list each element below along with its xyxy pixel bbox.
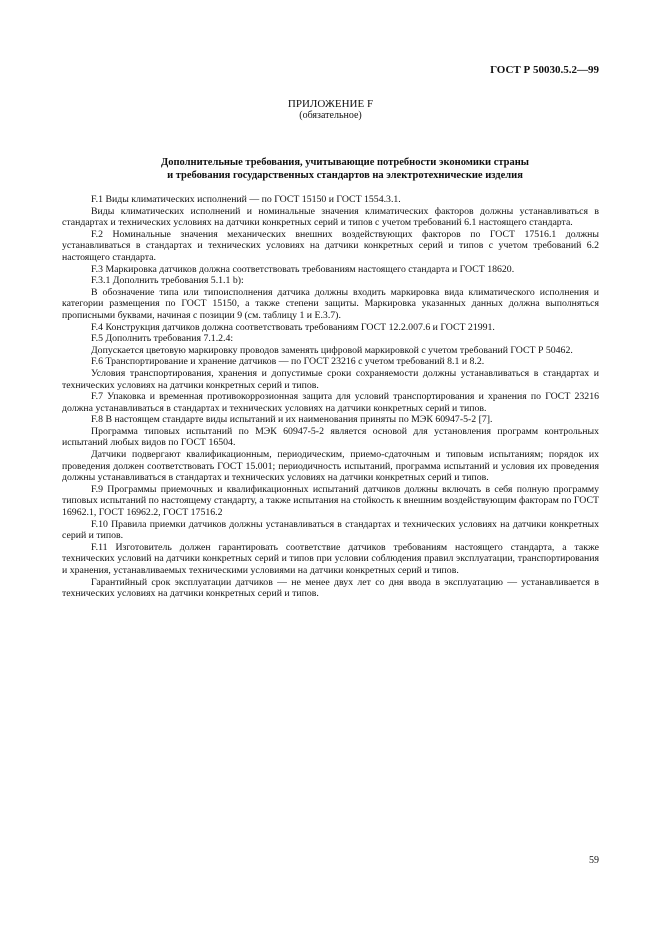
paragraph: Датчики подвергают квалификационным, периодическим, приемо-сдаточным и типовым испытаниям; порядок их проведения должен соответствовать ГОСТ 15.001; периодичность испытаний, программа испытаний и условия их проведения должны устанавливаться в стандартах и технических условиях на датчики конкретных серий и типов. [62, 449, 599, 484]
paragraph: Программа типовых испытаний по МЭК 60947-5-2 является основой для установления программ контрольных испытаний любых видов по ГОСТ 16504. [62, 425, 599, 449]
paragraph: F.4 Конструкция датчиков должна соответствовать требованиям ГОСТ 12.2.007.6 и ГОСТ 21991. [91, 321, 495, 333]
section-title-line-1: Дополнительные требования, учитывающие потребности экономики страны [161, 157, 529, 168]
paragraph: Виды климатических исполнений и номинальные значения климатических факторов должны устанавливаться в стандартах и технических условиях на датчики конкретных серий и типов с учетом требований 6.1 настоящего стандарта. [62, 205, 599, 229]
paragraph: F.2 Номинальные значения механических внешних воздействующих факторов по ГОСТ 17516.1 должны устанавливаться в стандартах и технических условиях на датчики конкретных серий и типов с учетом требований 6.2 настоящего стандарта. [62, 228, 599, 263]
appendix-title: ПРИЛОЖЕНИЕ F [287, 98, 374, 110]
paragraph: F.10 Правила приемки датчиков должны устанавливаться в стандартах и технических условиях на датчики конкретных серий и типов. [62, 518, 599, 542]
document-header: ГОСТ Р 50030.5.2—99 [490, 64, 599, 76]
paragraph: F.3.1 Дополнить требования 5.1.1 b): [91, 275, 244, 287]
section-title [90, 156, 600, 182]
page-number: 59 [589, 855, 599, 866]
paragraph: В обозначение типа или типоисполнения датчика должны входить маркировка вида климатического исполнения и категории размещения по ГОСТ 15150, а также степени защиты. Маркировка указанных данных должна выполняться прописными буквами, начиная с позиции 9 (см. таблицу 1 и Е.3.7). [62, 286, 599, 321]
paragraph: F.7 Упаковка и временная противокоррозионная защита для условий транспортирования и хранения по ГОСТ 23216 должна устанавливаться в стандартах и технических условиях на датчики конкретных серий и типов. [62, 391, 599, 414]
paragraph: F.9 Программы приемочных и квалификационных испытаний датчиков должны включать в себя полную программу типовых испытаний по настоящему стандарту, а также испытания на стойкость к внешним воздействующим факторам по ГОСТ 16962.1, ГОСТ 16962.2, ГОСТ 17516.2 [62, 483, 599, 519]
paragraph: Допускается цветовую маркировку проводов заменять цифровой маркировкой с учетом требований ГОСТ Р 50462. [91, 344, 573, 356]
paragraph: Гарантийный срок эксплуатации датчиков — не менее двух лет со дня ввода в эксплуатацию — устанавливается в технических условиях на датчики конкретных серий и типов. [62, 576, 599, 600]
appendix-subtitle: (обязательное) [299, 110, 362, 121]
appendix-heading [0, 98, 661, 122]
body-text [62, 194, 599, 600]
paragraph: F.6 Транспортирование и хранение датчиков — по ГОСТ 23216 с учетом требований 8.1 и 8.2. [91, 356, 485, 368]
paragraph: F.11 Изготовитель должен гарантировать соответствие датчиков требованиям настоящего стандарта, а также технических условий на датчики конкретных серий и типов при условии соблюдения правил эксплуатации, транспортирования и хранения, устанавливаемых техническими условиями на датчики конкретных серий и типов. [62, 541, 599, 576]
paragraph: F.8 В настоящем стандарте виды испытаний и их наименования приняты по МЭК 60947-5-2 [7]. [91, 414, 493, 426]
section-title-line-2: и требования государственных стандартов на электротехнические изделия [167, 170, 523, 181]
paragraph: F.5 Дополнить требования 7.1.2.4: [91, 333, 234, 345]
paragraph: F.1 Виды климатических исполнений — по ГОСТ 15150 и ГОСТ 1554.3.1. [91, 194, 401, 205]
paragraph: Условия транспортирования, хранения и допустимые сроки сохраняемости должны устанавливаться в стандартах и технических условиях на датчики конкретных серий и типов. [62, 367, 599, 391]
paragraph: F.3 Маркировка датчиков должна соответствовать требованиям настоящего стандарта и ГОСТ 18620. [91, 263, 515, 275]
